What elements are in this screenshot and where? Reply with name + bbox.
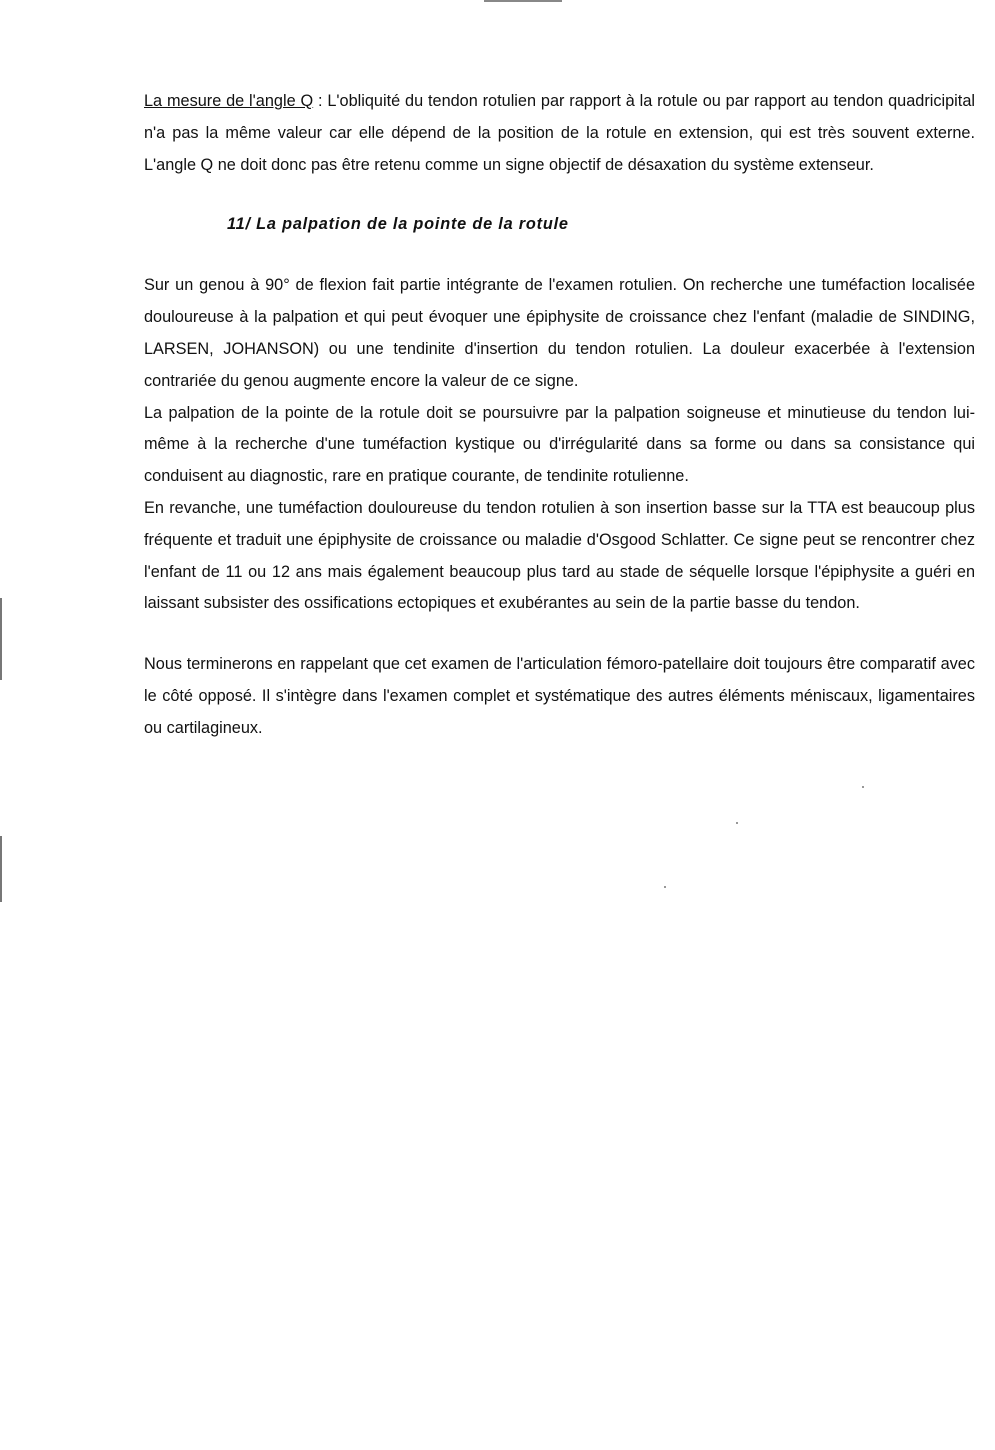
- scan-artifact-dot: [862, 786, 864, 788]
- section-angle-q-text: : L'obliquité du tendon rotulien par rapport à la rotule ou par rapport au tendon quadricipital n'a pas la même valeur car elle dépend de la position de la rotule en extension, qui est très souvent externe. L'angle Q ne doit donc pas être retenu comme un signe objectif de désaxation du système extenseur.: [144, 92, 975, 174]
- section-heading-11: 11/ La palpation de la pointe de la rotule: [227, 215, 569, 234]
- paragraph-palpation-2: La palpation de la pointe de la rotule doit se poursuivre par la palpation soigneuse et minutieuse du tendon lui-même à la recherche d'une tuméfaction kystique ou d'irrégularité dans sa forme ou dans sa consistance qui conduisent au diagnostic, rare en pratique courante, de tendinite rotulienne.: [144, 403, 975, 486]
- paragraph-palpation-1: Sur un genou à 90° de flexion fait partie intégrante de l'examen rotulien. On recherche une tuméfaction localisée douloureuse à la palpation et qui peut évoquer une épiphysite de croissance chez l'enfant (maladie de SINDING, LARSEN, JOHANSON) ou une tendinite d'insertion du tendon rotulien. La douleur exacerbée à l'extension contrariée du genou augmente encore la valeur de ce signe.: [144, 276, 975, 390]
- scan-artifact-dot: [736, 822, 738, 824]
- scan-artifact-dot: [664, 886, 666, 888]
- scan-artifact-left-bar-lower: [0, 836, 2, 902]
- paragraph-conclusion: Nous terminerons en rappelant que cet examen de l'articulation fémoro-patellaire doit toujours être comparatif avec le côté opposé. Il s'intègre dans l'examen complet et systématique des autres éléments méniscaux, ligamentaires ou cartilagineux.: [144, 655, 975, 737]
- scan-artifact-left-bar: [0, 598, 2, 680]
- section-angle-q-label: La mesure de l'angle Q: [144, 92, 314, 110]
- scan-artifact-top: [484, 0, 562, 2]
- section-angle-q: [144, 86, 975, 181]
- document-page: [144, 86, 975, 745]
- paragraph-palpation-3: En revanche, une tuméfaction douloureuse du tendon rotulien à son insertion basse sur la TTA est beaucoup plus fréquente et traduit une épiphysite de croissance ou maladie d'Osgood Schlatter. Ce signe peut se rencontrer chez l'enfant de 11 ou 12 ans mais également beaucoup plus tard au stade de séquelle lorsque l'épiphysite a guéri en laissant subsister des ossifications ectopiques et exubérantes au sein de la partie basse du tendon.: [144, 498, 975, 613]
